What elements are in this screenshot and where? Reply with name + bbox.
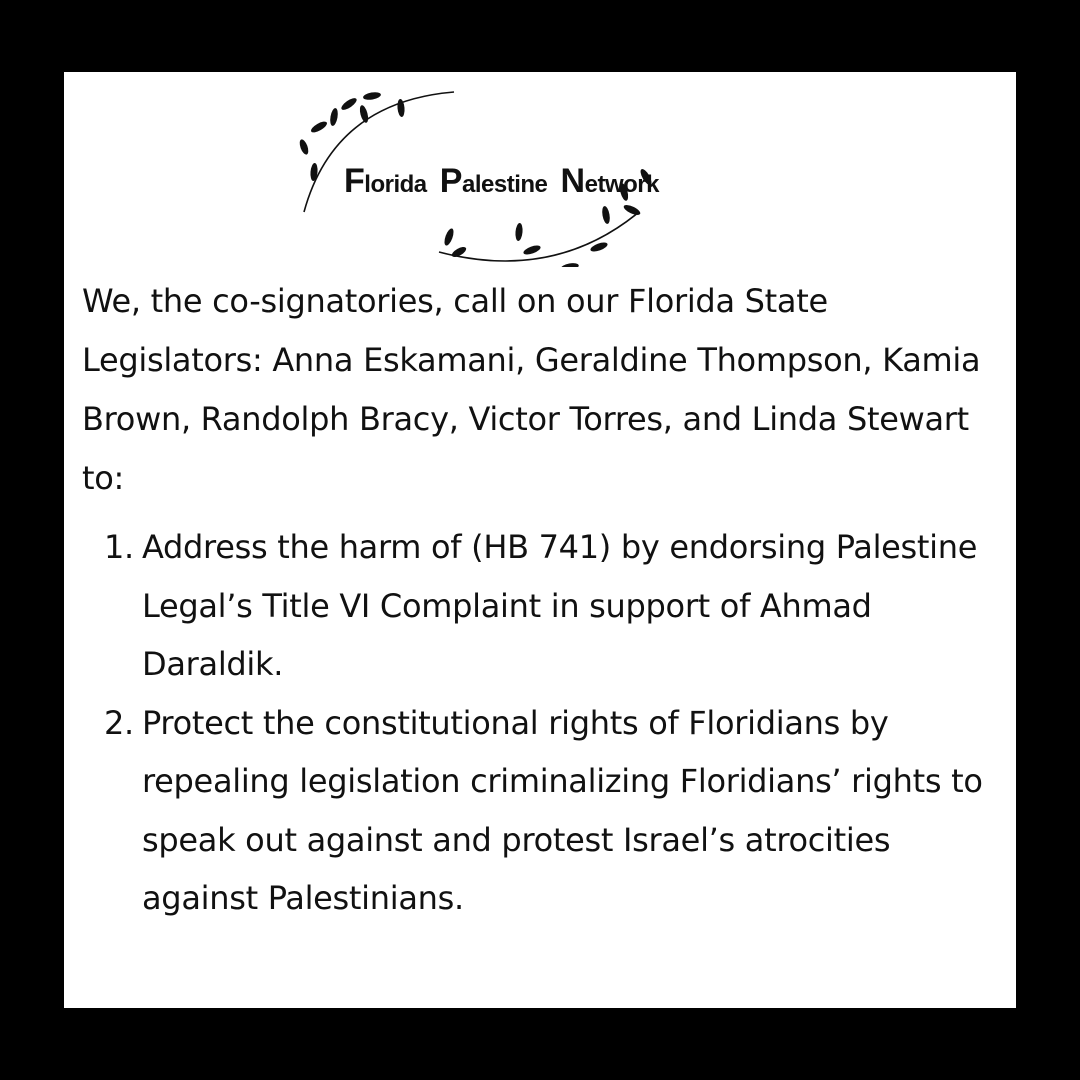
list-item-text: Protect the constitutional rights of Floridians by repealing legislation criminalizing Floridians’ rights to speak out against and protest Israel’s atrocities against Palestinians. — [142, 703, 983, 917]
list-item — [104, 518, 994, 694]
logo-word: Palestine — [439, 162, 548, 200]
logo-word: Florida — [344, 162, 427, 200]
list-number: 1. — [104, 528, 134, 566]
logo-wordmark — [344, 162, 744, 201]
list-number: 2. — [104, 703, 134, 742]
organization-logo — [294, 82, 794, 267]
demands-list — [104, 518, 994, 928]
list-item-text: Address the harm of (HB 741) by endorsing Palestine Legal’s Title VI Complaint in support of Ahmad Daraldik. — [142, 528, 978, 683]
intro-paragraph: We, the co-signatories, call on our Florida State Legislators: Anna Eskamani, Geraldine Thompson, Kamia Brown, Randolph Bracy, Victor Torres, and Linda Stewart to: — [82, 282, 981, 497]
document-card — [64, 72, 1016, 1008]
logo-word: Network — [560, 162, 659, 200]
list-item — [104, 694, 994, 928]
